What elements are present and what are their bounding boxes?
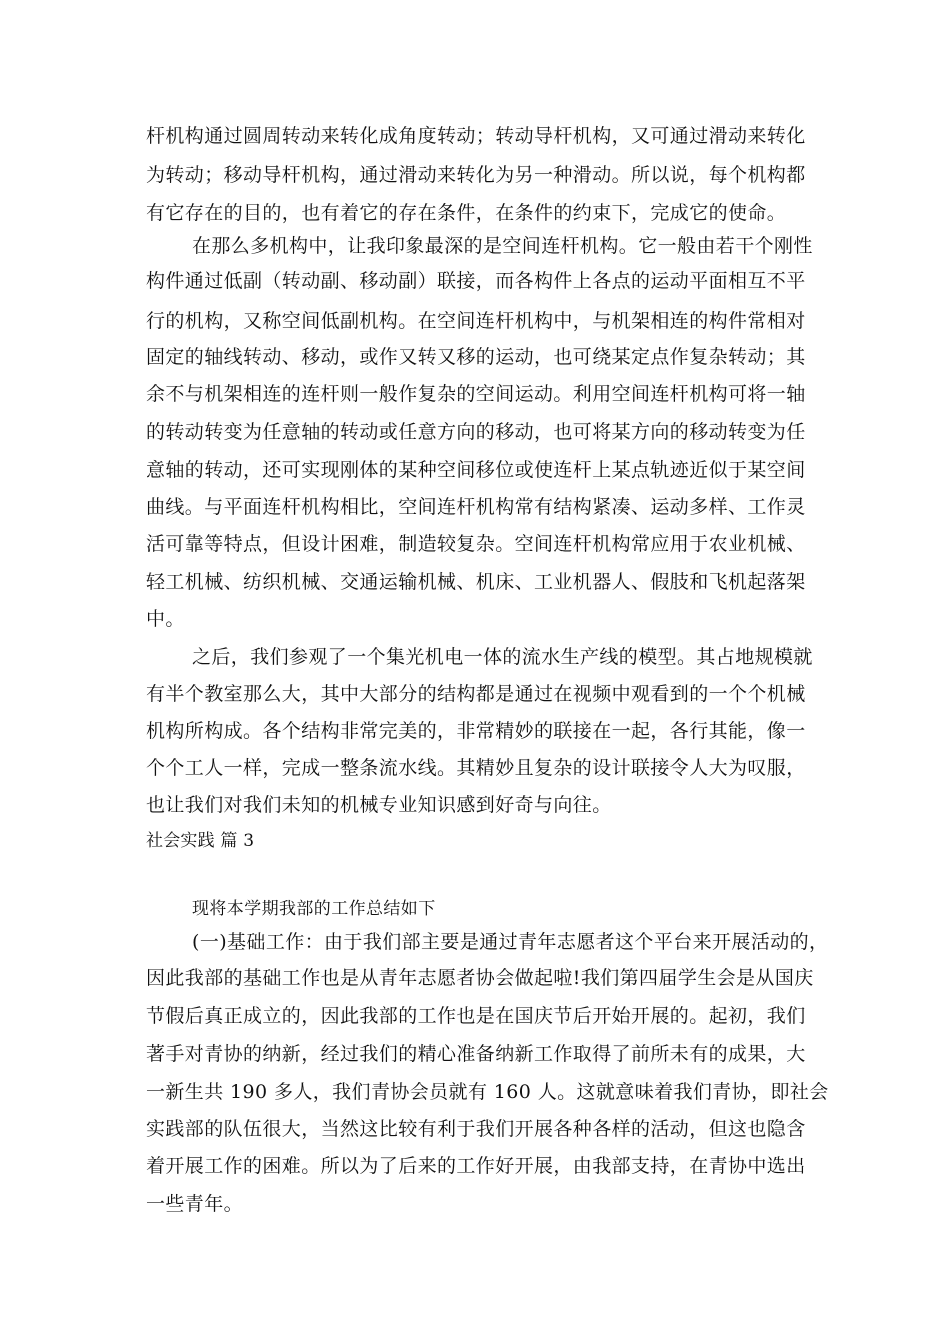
text-line: 意轴的转动，还可实现刚体的某种空间移位或使连杆上某点轨迹近似于某空间 [146, 459, 806, 481]
text-line: 的转动转变为任意轴的转动或任意方向的移动，也可将某方向的移动转变为任 [146, 421, 806, 443]
text-line: 有半个教室那么大，其中大部分的结构都是通过在视频中观看到的一个个机械 [146, 683, 806, 705]
text-line: 一些青年。 [146, 1193, 244, 1215]
text-line: 实践部的队伍很大，当然这比较有利于我们开展各种各样的活动，但这也隐含 [146, 1118, 806, 1140]
text-line: 有它存在的目的，也有着它的存在条件，在条件的约束下，完成它的使命。 [146, 202, 787, 224]
text-line: 杆机构通过圆周转动来转化成角度转动；转动导杆机构，又可通过滑动来转化 [146, 125, 806, 147]
text-line: (一)基础工作：由于我们部主要是通过青年志愿者这个平台来开展活动的， [192, 931, 829, 953]
text-line: 构件通过低副（转动副、移动副）联接，而各构件上各点的运动平面相互不平 [146, 270, 806, 292]
text-line: 余不与机架相连的连杆则一般作复杂的空间运动。利用空间连杆机构可将一轴 [146, 383, 806, 405]
text-line: 中。 [146, 608, 185, 630]
text-line: 之后，我们参观了一个集光机电一体的流水生产线的模型。其占地规模就 [192, 646, 813, 668]
text-line: 节假后真正成立的，因此我部的工作也是在国庆节后开始开展的。起初，我们 [146, 1005, 806, 1027]
text-line: 也让我们对我们未知的机械专业知识感到好奇与向往。 [146, 794, 612, 816]
text-line: 个个工人一样，完成一整条流水线。其精妙且复杂的设计联接令人大为叹服， [146, 757, 806, 779]
text-line: 著手对青协的纳新，经过我们的精心准备纳新工作取得了前所未有的成果，大 [146, 1043, 806, 1065]
text-line: 因此我部的基础工作也是从青年志愿者协会做起啦!我们第四届学生会是从国庆 [146, 967, 814, 989]
text-line: 一新生共 190 多人，我们青协会员就有 160 人。这就意味着我们青协，即社会 [146, 1081, 829, 1103]
intro-line: 现将本学期我部的工作总结如下 [192, 899, 436, 919]
section-title: 社会实践 篇 3 [146, 831, 255, 851]
text-line: 活可靠等特点，但设计困难，制造较复杂。空间连杆机构常应用于农业机械、 [146, 533, 806, 555]
text-line: 为转动；移动导杆机构，通过滑动来转化为另一种滑动。所以说，每个机构都 [146, 164, 806, 186]
text-line: 固定的轴线转动、移动，或作又转又移的运动，也可绕某定点作复杂转动；其 [146, 346, 806, 368]
text-line: 曲线。与平面连杆机构相比，空间连杆机构常有结构紧凑、运动多样、工作灵 [146, 496, 806, 518]
text-line: 着开展工作的困难。所以为了后来的工作好开展，由我部支持，在青协中选出 [146, 1155, 806, 1177]
text-line: 轻工机械、纺织机械、交通运输机械、机床、工业机器人、假肢和飞机起落架 [146, 571, 806, 593]
text-line: 在那么多机构中，让我印象最深的是空间连杆机构。它一般由若干个刚性 [192, 235, 813, 257]
text-line: 机构所构成。各个结构非常完美的，非常精妙的联接在一起，各行其能，像一 [146, 720, 806, 742]
text-line: 行的机构，又称空间低副机构。在空间连杆机构中，与机架相连的构件常相对 [146, 310, 806, 332]
